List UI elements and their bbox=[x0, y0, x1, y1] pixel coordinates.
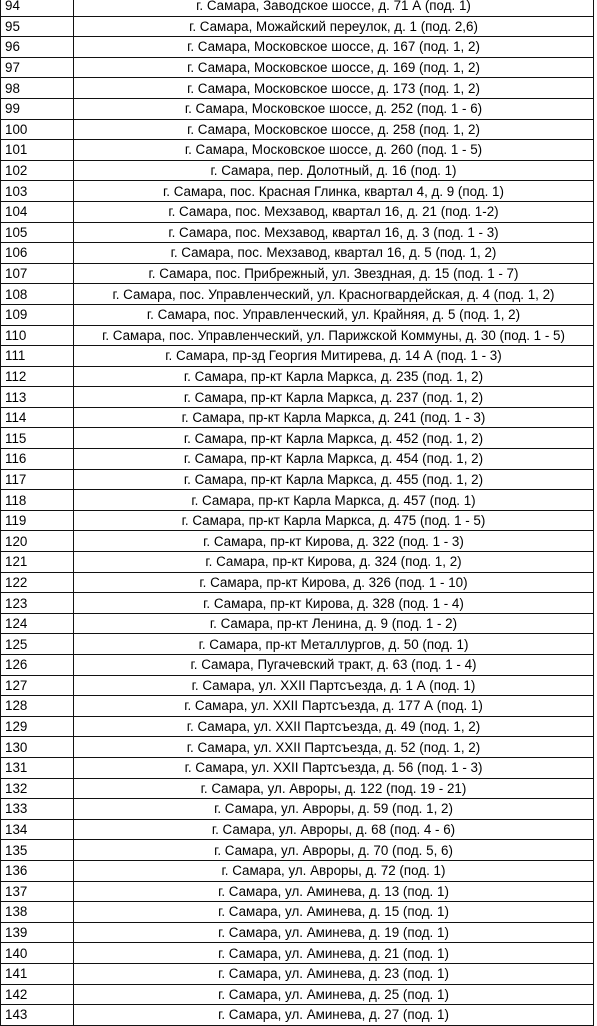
row-number-cell: 113 bbox=[1, 387, 74, 408]
table-row bbox=[1, 613, 594, 634]
address-cell: г. Самара, ул. XXII Партсъезда, д. 52 (под. 1, 2) bbox=[74, 737, 594, 758]
address-cell: г. Самара, Московское шоссе, д. 169 (под. 1, 2) bbox=[74, 57, 594, 78]
row-number-cell: 107 bbox=[1, 263, 74, 284]
address-cell: г. Самара, Московское шоссе, д. 260 (под. 1 - 5) bbox=[74, 140, 594, 161]
row-number-cell: 140 bbox=[1, 943, 74, 964]
table-row bbox=[1, 387, 594, 408]
row-number-cell: 105 bbox=[1, 222, 74, 243]
row-number-cell: 106 bbox=[1, 243, 74, 264]
address-cell: г. Самара, ул. Авроры, д. 72 (под. 1) bbox=[74, 860, 594, 881]
table-row bbox=[1, 572, 594, 593]
address-cell: г. Самара, пос. Управленческий, ул. Красногвардейская, д. 4 (под. 1, 2) bbox=[74, 284, 594, 305]
row-number-cell: 139 bbox=[1, 922, 74, 943]
address-cell: г. Самара, ул. Аминева, д. 19 (под. 1) bbox=[74, 922, 594, 943]
address-cell: г. Самара, пр-кт Ленина, д. 9 (под. 1 - 2) bbox=[74, 613, 594, 634]
table-row bbox=[1, 325, 594, 346]
table-row bbox=[1, 799, 594, 820]
row-number-cell: 143 bbox=[1, 1005, 74, 1026]
row-number-cell: 128 bbox=[1, 696, 74, 717]
row-number-cell: 100 bbox=[1, 119, 74, 140]
row-number-cell: 134 bbox=[1, 819, 74, 840]
address-cell: г. Самара, пос. Управленческий, ул. Крайняя, д. 5 (под. 1, 2) bbox=[74, 304, 594, 325]
address-cell: г. Самара, ул. Аминева, д. 15 (под. 1) bbox=[74, 902, 594, 923]
table-row bbox=[1, 840, 594, 861]
row-number-cell: 108 bbox=[1, 284, 74, 305]
row-number-cell: 119 bbox=[1, 510, 74, 531]
table-row bbox=[1, 655, 594, 676]
address-cell: г. Самара, Московское шоссе, д. 167 (под. 1, 2) bbox=[74, 37, 594, 58]
table-row bbox=[1, 1005, 594, 1026]
table-row bbox=[1, 757, 594, 778]
table-row bbox=[1, 284, 594, 305]
table-row bbox=[1, 778, 594, 799]
table-row bbox=[1, 593, 594, 614]
address-cell: г. Самара, ул. Аминева, д. 25 (под. 1) bbox=[74, 984, 594, 1005]
address-cell: г. Самара, пос. Мехзавод, квартал 16, д. 5 (под. 1, 2) bbox=[74, 243, 594, 264]
row-number-cell: 122 bbox=[1, 572, 74, 593]
row-number-cell: 110 bbox=[1, 325, 74, 346]
address-cell: г. Самара, ул. Авроры, д. 59 (под. 1, 2) bbox=[74, 799, 594, 820]
table-row bbox=[1, 407, 594, 428]
table-row bbox=[1, 78, 594, 99]
table-row bbox=[1, 449, 594, 470]
address-cell: г. Самара, пос. Прибрежный, ул. Звездная, д. 15 (под. 1 - 7) bbox=[74, 263, 594, 284]
table-row bbox=[1, 737, 594, 758]
row-number-cell: 131 bbox=[1, 757, 74, 778]
address-cell: г. Самара, пр-кт Карла Маркса, д. 457 (под. 1) bbox=[74, 490, 594, 511]
row-number-cell: 94 bbox=[1, 0, 74, 16]
address-cell: г. Самара, ул. XXII Партсъезда, д. 56 (под. 1 - 3) bbox=[74, 757, 594, 778]
row-number-cell: 120 bbox=[1, 531, 74, 552]
address-cell: г. Самара, ул. XXII Партсъезда, д. 49 (под. 1, 2) bbox=[74, 716, 594, 737]
row-number-cell: 109 bbox=[1, 304, 74, 325]
address-cell: г. Самара, пр-кт Металлургов, д. 50 (под. 1) bbox=[74, 634, 594, 655]
table-row bbox=[1, 984, 594, 1005]
table-row bbox=[1, 819, 594, 840]
address-cell: г. Самара, пос. Управленческий, ул. Парижской Коммуны, д. 30 (под. 1 - 5) bbox=[74, 325, 594, 346]
table-row bbox=[1, 963, 594, 984]
table-row bbox=[1, 881, 594, 902]
row-number-cell: 127 bbox=[1, 675, 74, 696]
address-cell: г. Самара, пр-кт Карла Маркса, д. 455 (под. 1, 2) bbox=[74, 469, 594, 490]
row-number-cell: 135 bbox=[1, 840, 74, 861]
address-cell: г. Самара, пр-кт Карла Маркса, д. 235 (под. 1, 2) bbox=[74, 366, 594, 387]
address-cell: г. Самара, Можайский переулок, д. 1 (под. 2,6) bbox=[74, 16, 594, 37]
row-number-cell: 132 bbox=[1, 778, 74, 799]
table-row bbox=[1, 902, 594, 923]
row-number-cell: 137 bbox=[1, 881, 74, 902]
row-number-cell: 103 bbox=[1, 181, 74, 202]
table-row bbox=[1, 346, 594, 367]
address-cell: г. Самара, ул. Авроры, д. 70 (под. 5, 6) bbox=[74, 840, 594, 861]
row-number-cell: 102 bbox=[1, 160, 74, 181]
table-row bbox=[1, 552, 594, 573]
table-row bbox=[1, 716, 594, 737]
table-row bbox=[1, 634, 594, 655]
address-cell: г. Самара, пр-кт Карла Маркса, д. 454 (под. 1, 2) bbox=[74, 449, 594, 470]
row-number-cell: 126 bbox=[1, 655, 74, 676]
row-number-cell: 118 bbox=[1, 490, 74, 511]
address-cell: г. Самара, пр-кт Карла Маркса, д. 241 (под. 1 - 3) bbox=[74, 407, 594, 428]
address-cell: г. Самара, Пугачевский тракт, д. 63 (под. 1 - 4) bbox=[74, 655, 594, 676]
table-row bbox=[1, 140, 594, 161]
table-row bbox=[1, 181, 594, 202]
row-number-cell: 123 bbox=[1, 593, 74, 614]
table-row bbox=[1, 222, 594, 243]
address-cell: г. Самара, ул. Аминева, д. 27 (под. 1) bbox=[74, 1005, 594, 1026]
table-row bbox=[1, 428, 594, 449]
row-number-cell: 111 bbox=[1, 346, 74, 367]
row-number-cell: 129 bbox=[1, 716, 74, 737]
row-number-cell: 114 bbox=[1, 407, 74, 428]
table-row bbox=[1, 57, 594, 78]
table-row bbox=[1, 469, 594, 490]
address-cell: г. Самара, Заводское шоссе, д. 71 А (под. 1) bbox=[74, 0, 594, 16]
table-row bbox=[1, 201, 594, 222]
row-number-cell: 104 bbox=[1, 201, 74, 222]
row-number-cell: 115 bbox=[1, 428, 74, 449]
row-number-cell: 138 bbox=[1, 902, 74, 923]
row-number-cell: 141 bbox=[1, 963, 74, 984]
address-cell: г. Самара, ул. Аминева, д. 23 (под. 1) bbox=[74, 963, 594, 984]
table-row bbox=[1, 160, 594, 181]
table-row bbox=[1, 510, 594, 531]
address-cell: г. Самара, ул. Авроры, д. 68 (под. 4 - 6) bbox=[74, 819, 594, 840]
table-row bbox=[1, 243, 594, 264]
row-number-cell: 130 bbox=[1, 737, 74, 758]
address-cell: г. Самара, ул. Аминева, д. 13 (под. 1) bbox=[74, 881, 594, 902]
table-row bbox=[1, 366, 594, 387]
table-row bbox=[1, 490, 594, 511]
table-row bbox=[1, 119, 594, 140]
row-number-cell: 95 bbox=[1, 16, 74, 37]
table-row bbox=[1, 16, 594, 37]
row-number-cell: 116 bbox=[1, 449, 74, 470]
table-row bbox=[1, 263, 594, 284]
address-cell: г. Самара, Московское шоссе, д. 252 (под. 1 - 6) bbox=[74, 98, 594, 119]
address-cell: г. Самара, пр-зд Георгия Митирева, д. 14 А (под. 1 - 3) bbox=[74, 346, 594, 367]
address-cell: г. Самара, пос. Мехзавод, квартал 16, д. 21 (под. 1-2) bbox=[74, 201, 594, 222]
table-row bbox=[1, 304, 594, 325]
row-number-cell: 142 bbox=[1, 984, 74, 1005]
row-number-cell: 99 bbox=[1, 98, 74, 119]
address-table-body bbox=[1, 0, 594, 1025]
row-number-cell: 121 bbox=[1, 552, 74, 573]
row-number-cell: 117 bbox=[1, 469, 74, 490]
address-cell: г. Самара, ул. XXII Партсъезда, д. 1 А (под. 1) bbox=[74, 675, 594, 696]
table-row bbox=[1, 531, 594, 552]
address-cell: г. Самара, пр-кт Кирова, д. 328 (под. 1 - 4) bbox=[74, 593, 594, 614]
table-row bbox=[1, 37, 594, 58]
row-number-cell: 133 bbox=[1, 799, 74, 820]
address-cell: г. Самара, пр-кт Кирова, д. 326 (под. 1 - 10) bbox=[74, 572, 594, 593]
address-cell: г. Самара, пр-кт Кирова, д. 324 (под. 1, 2) bbox=[74, 552, 594, 573]
address-cell: г. Самара, пр-кт Карла Маркса, д. 452 (под. 1, 2) bbox=[74, 428, 594, 449]
row-number-cell: 112 bbox=[1, 366, 74, 387]
table-row bbox=[1, 675, 594, 696]
table-row bbox=[1, 696, 594, 717]
table-row bbox=[1, 943, 594, 964]
address-cell: г. Самара, пр-кт Карла Маркса, д. 475 (под. 1 - 5) bbox=[74, 510, 594, 531]
row-number-cell: 97 bbox=[1, 57, 74, 78]
address-cell: г. Самара, пр-кт Карла Маркса, д. 237 (под. 1, 2) bbox=[74, 387, 594, 408]
table-row bbox=[1, 860, 594, 881]
table-row bbox=[1, 922, 594, 943]
row-number-cell: 96 bbox=[1, 37, 74, 58]
address-cell: г. Самара, ул. Аминева, д. 21 (под. 1) bbox=[74, 943, 594, 964]
address-cell: г. Самара, Московское шоссе, д. 258 (под. 1, 2) bbox=[74, 119, 594, 140]
address-cell: г. Самара, Московское шоссе, д. 173 (под. 1, 2) bbox=[74, 78, 594, 99]
table-row bbox=[1, 0, 594, 16]
row-number-cell: 136 bbox=[1, 860, 74, 881]
address-cell: г. Самара, ул. XXII Партсъезда, д. 177 А (под. 1) bbox=[74, 696, 594, 717]
address-cell: г. Самара, пер. Долотный, д. 16 (под. 1) bbox=[74, 160, 594, 181]
row-number-cell: 101 bbox=[1, 140, 74, 161]
address-cell: г. Самара, пр-кт Кирова, д. 322 (под. 1 - 3) bbox=[74, 531, 594, 552]
address-cell: г. Самара, пос. Красная Глинка, квартал 4, д. 9 (под. 1) bbox=[74, 181, 594, 202]
row-number-cell: 125 bbox=[1, 634, 74, 655]
address-cell: г. Самара, пос. Мехзавод, квартал 16, д. 3 (под. 1 - 3) bbox=[74, 222, 594, 243]
table-row bbox=[1, 98, 594, 119]
address-cell: г. Самара, ул. Авроры, д. 122 (под. 19 - 21) bbox=[74, 778, 594, 799]
row-number-cell: 124 bbox=[1, 613, 74, 634]
row-number-cell: 98 bbox=[1, 78, 74, 99]
